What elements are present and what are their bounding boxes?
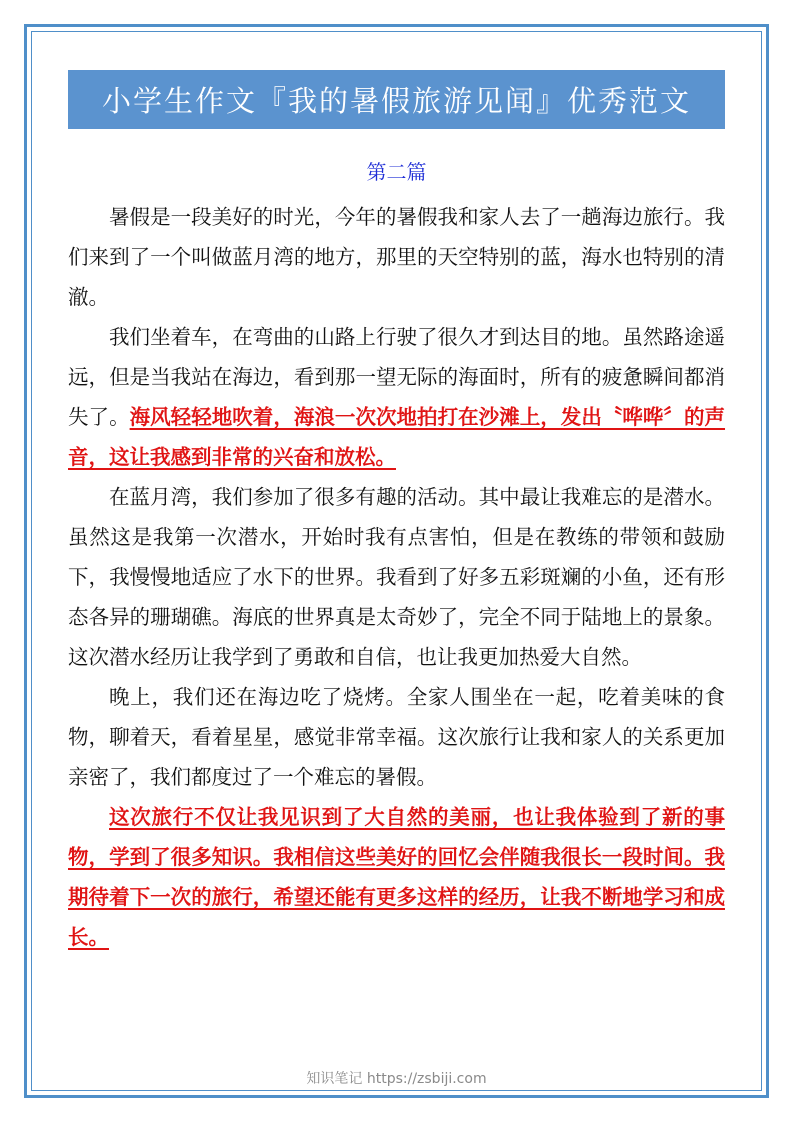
paragraph-text: 暑假是一段美好的时光，今年的暑假我和家人去了一趟海边旅行。我们来到了一个叫做蓝月湾的地方，那里的天空特别的蓝，海水也特别的清澈。 (68, 205, 725, 309)
paragraph-text: 晚上，我们还在海边吃了烧烤。全家人围坐在一起，吃着美味的食物，聊着天，看着星星，感觉非常幸福。这次旅行让我和家人的关系更加亲密了，我们都度过了一个难忘的暑假。 (68, 685, 725, 789)
page-title: 小学生作文『我的暑假旅游见闻』优秀范文 (101, 84, 691, 118)
highlighted-text: 这次旅行不仅让我见识到了大自然的美丽，也让我体验到了新的事物，学到了很多知识。我相信这些美好的回忆会伴随我很长一段时间。我期待着下一次的旅行，希望还能有更多这样的经历，让我不断地学习和成长。 (68, 805, 725, 949)
paragraph-1 (68, 197, 725, 317)
paragraph-2 (68, 317, 725, 477)
footer-watermark: 知识笔记 https://zsbiji.com (306, 1071, 487, 1087)
paragraph-text: 在蓝月湾，我们参加了很多有趣的活动。其中最让我难忘的是潜水。虽然这是我第一次潜水，开始时我有点害怕，但是在教练的带领和鼓励下，我慢慢地适应了水下的世界。我看到了好多五彩斑斓的小鱼，还有形态各异的珊瑚礁。海底的世界真是太奇妙了，完全不同于陆地上的景象。这次潜水经历让我学到了勇敢和自信，也让我更加热爱大自然。 (68, 485, 725, 669)
paragraph-4 (68, 677, 725, 797)
paragraph-5 (68, 797, 725, 957)
paragraph-3 (68, 477, 725, 677)
highlighted-text: 海风轻轻地吹着，海浪一次次地拍打在沙滩上，发出〝哗哗〞的声音，这让我感到非常的兴奋和放松。 (68, 405, 726, 469)
section-subtitle: 第二篇 (366, 160, 427, 184)
title-banner (68, 70, 725, 129)
essay-body (68, 197, 725, 957)
paragraph-text: 我们坐着车，在弯曲的山路上行驶了很久才到达目的地。虽然路途遥远，但是当我站在海边，看到那一望无际的海面时，所有的疲惫瞬间都消失了。 (68, 325, 725, 429)
